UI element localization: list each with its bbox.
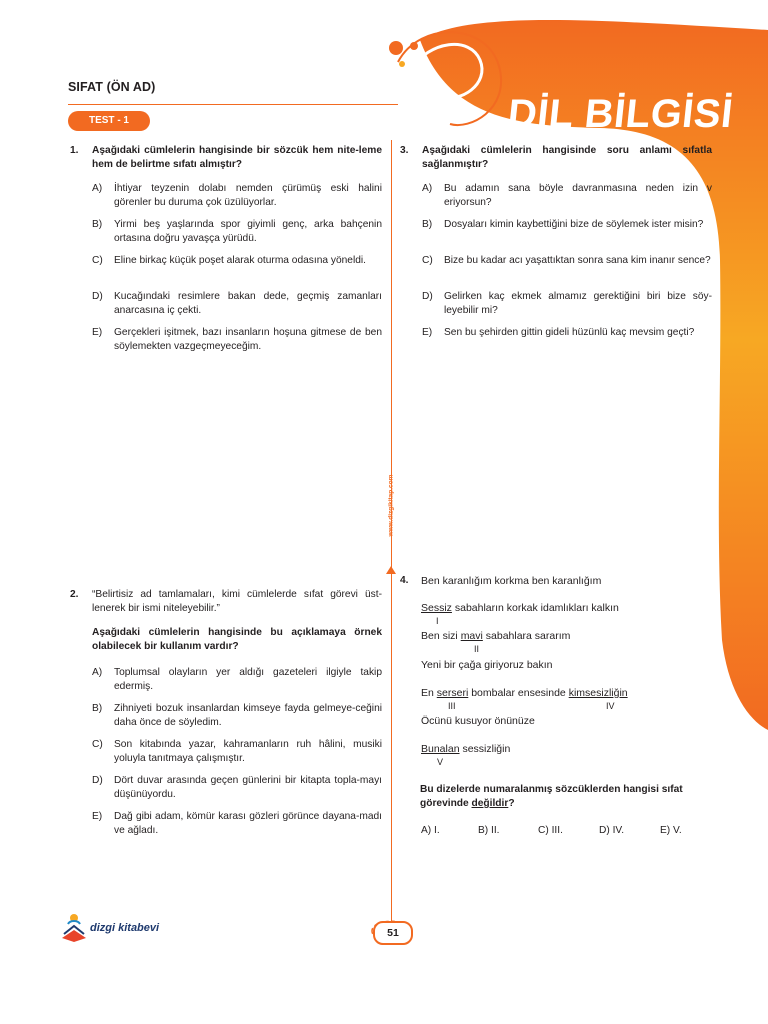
- test-badge: TEST - 1: [68, 111, 150, 131]
- underlined-word: mavi: [460, 630, 483, 642]
- question-number: 2.: [70, 589, 79, 600]
- publisher-logo-icon: [58, 910, 90, 944]
- question-stem: Aşağıdaki cümlelerin hangisinde soru anlamı sıfatla sağlanmıştır?: [422, 145, 712, 170]
- option-c: [92, 254, 382, 282]
- option-label: D): [92, 291, 103, 302]
- poem-line-4: Yeni bir çağa giriyoruz bakın: [421, 659, 553, 671]
- underlined-word: Sessiz: [421, 602, 452, 614]
- stem-text: ?: [508, 798, 515, 809]
- poem-line-5: [421, 686, 628, 700]
- roman-numeral: IV: [606, 701, 615, 711]
- answer-e: E) V.: [660, 825, 682, 836]
- roman-numeral: II: [474, 644, 480, 654]
- option-text: Gerçekleri işitmek, bazı insanların hoşuna gitmese de ben söylemekten vazgeçmeyeceğim.: [114, 327, 382, 352]
- arrow-up-icon: [386, 566, 396, 574]
- poem-line-1: Ben karanlığım korkma ben karanlığım: [421, 575, 602, 587]
- option-b: [422, 218, 712, 246]
- option-text: Toplumsal olayların yer aldığı gazeteleri ilgiyle takip edermiş.: [114, 667, 382, 692]
- option-e: [92, 810, 382, 838]
- question-3: [400, 144, 712, 172]
- header-rule: [68, 104, 398, 105]
- option-c: [422, 254, 712, 282]
- question-stem: Aşağıdaki cümlelerin hangisinde bir sözcük hem nite-leme hem de belirtme sıfatı almıştır?: [92, 145, 382, 170]
- option-label: A): [92, 667, 103, 678]
- option-label: D): [422, 291, 433, 302]
- option-text: Dağ gibi adam, kömür karası gözleri görünce dayana-madı ve ağladı.: [114, 811, 382, 836]
- question-stem: Aşağıdaki cümlelerin hangisinde bu açıklamaya örnek olabilecek bir kullanım vardır?: [92, 627, 382, 652]
- option-a: [92, 182, 382, 210]
- option-e: [92, 326, 382, 354]
- question-1: [70, 144, 382, 172]
- option-text: Dört duvar arasında geçen günlerini bir kitapta topla-mayı düşünüyordu.: [114, 775, 382, 800]
- option-label: E): [92, 811, 103, 822]
- option-label: B): [92, 219, 103, 230]
- poem-line-3: [421, 629, 570, 643]
- option-text: Eline birkaç küçük poşet alarak oturma odasına yöneldi.: [114, 255, 366, 266]
- option-b: [92, 702, 382, 730]
- poem-text: Ben sizi: [421, 630, 461, 642]
- option-label: A): [92, 183, 103, 194]
- option-d: [92, 290, 382, 318]
- question-number: 3.: [400, 145, 409, 156]
- question-stem: [420, 783, 712, 811]
- roman-numeral: III: [448, 701, 456, 711]
- option-label: C): [92, 739, 103, 750]
- option-text: Gelirken kaç ekmek almamız gerektiğini biri bize söy-leyebilir mi?: [444, 291, 712, 316]
- option-d: [92, 774, 382, 802]
- underlined-word: Bunalan: [421, 743, 460, 755]
- question-2: [70, 588, 382, 654]
- stem-text: Bu dizelerde numaralanmış sözcüklerden hangisi sıfat görevinde: [420, 784, 683, 809]
- answer-b: B) II.: [478, 825, 500, 836]
- option-label: C): [422, 255, 433, 266]
- brand-title: DİL BİLGİSİ: [505, 92, 736, 136]
- option-text: Zihniyeti bozuk insanlardan kimseye fayda gelmeye-ceğini daha önce de söyledim.: [114, 703, 382, 728]
- poem-line-6: Öcünü kusuyor önünüze: [421, 715, 535, 727]
- option-a: [422, 182, 712, 210]
- question-number: 1.: [70, 145, 79, 156]
- answer-c: C) III.: [538, 825, 563, 836]
- option-text: Sen bu şehirden gittin gideli hüzünlü kaç mevsim geçti?: [444, 327, 695, 338]
- option-a: [92, 666, 382, 694]
- question-number: 4.: [400, 575, 409, 586]
- option-text: Dosyaları kimin kaybettiğini bize de söylemek ister misin?: [444, 219, 704, 230]
- option-text: İhtiyar teyzenin dolabı nemden çürümüş eski halini görenler bu duruma çok üzülüyorlar.: [114, 183, 382, 208]
- stem-negation: değildir: [471, 798, 509, 809]
- poem-line-2: [421, 601, 619, 615]
- poem-text: sessizliğin: [459, 743, 511, 755]
- option-b: [92, 218, 382, 246]
- question-quote: “Belirtisiz ad tamlamaları, kimi cümlelerde sıfat görevi üst-lenerek bir ismi niteleyebilir.”: [92, 589, 382, 614]
- publisher-name: dizgi kitabevi: [90, 922, 160, 934]
- section-title: SIFAT (ÖN AD): [68, 80, 156, 94]
- option-c: [92, 738, 382, 766]
- underlined-word: serseri: [436, 687, 469, 699]
- poem-text: En: [421, 687, 437, 699]
- option-e: [422, 326, 712, 340]
- underlined-word: kimsesizliğin: [568, 687, 628, 699]
- option-text: Son kitabında yazar, kahramanların ruh hâlini, musiki yoluyla tanıtmaya çalışmıştır.: [114, 739, 382, 764]
- option-text: Kucağındaki resimlere bakan dede, geçmiş zamanları anarcasına iç çekti.: [114, 291, 382, 316]
- option-label: C): [92, 255, 103, 266]
- poem-text: bombalar ensesinde: [468, 687, 569, 699]
- poem-text: sabahların korkak idamlıkları kalkın: [451, 602, 619, 614]
- option-label: E): [422, 327, 433, 338]
- poem-text: sabahlara sararım: [482, 630, 571, 642]
- option-label: E): [92, 327, 103, 338]
- poem-line-7: [421, 742, 510, 756]
- website-vertical: [383, 470, 399, 550]
- option-text: Bu adamın sana böyle davranmasına neden izin v eriyorsun?: [444, 183, 712, 208]
- option-d: [422, 290, 712, 318]
- option-text: Bize bu kadar acı yaşattıktan sonra sana kim inanır sence?: [444, 255, 711, 266]
- page-number: 51: [373, 921, 413, 945]
- option-label: A): [422, 183, 433, 194]
- option-label: B): [422, 219, 433, 230]
- option-label: D): [92, 775, 103, 786]
- roman-numeral: I: [436, 616, 439, 626]
- answer-d: D) IV.: [599, 825, 625, 836]
- website-text: www.dizgikitap.com: [387, 474, 395, 537]
- answer-a: A) I.: [421, 825, 440, 836]
- roman-numeral: V: [437, 757, 444, 767]
- option-text: Yirmi beş yaşlarında spor giyimli genç, arka bahçenin ortasına doğru yavaşça yürüdü.: [114, 219, 382, 244]
- option-label: B): [92, 703, 103, 714]
